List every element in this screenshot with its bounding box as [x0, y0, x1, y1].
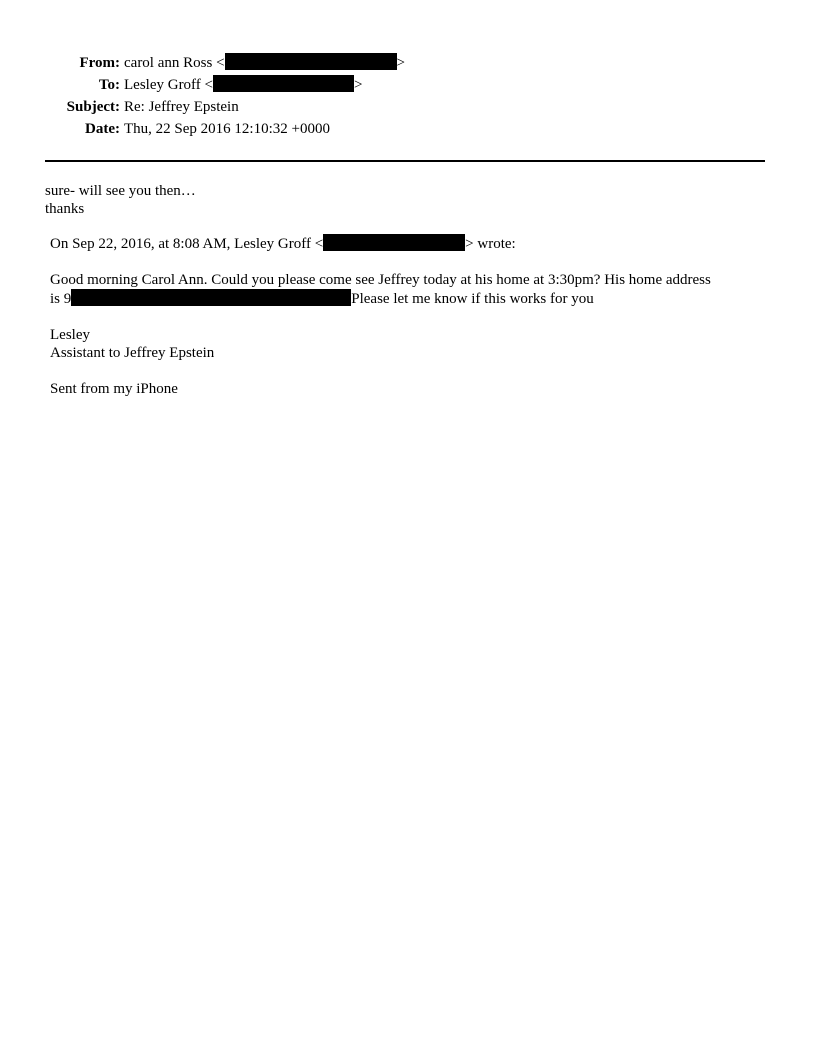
reply-body	[45, 182, 196, 218]
to-close: >	[354, 77, 363, 93]
subject-row	[0, 96, 816, 118]
quote-intro-text: On Sep 22, 2016, at 8:08 AM, Lesley Groff <	[50, 236, 324, 252]
quoted-message	[50, 234, 770, 398]
date-value: Thu, 22 Sep 2016 12:10:32 +0000	[124, 121, 330, 137]
subject-label: Subject:	[66, 99, 120, 115]
to-row	[0, 74, 816, 96]
signature-name: Lesley	[50, 327, 90, 343]
from-close: >	[396, 55, 405, 71]
reply-line: sure- will see you then…	[45, 183, 196, 199]
from-row	[0, 52, 816, 74]
quote-intro-wrote: > wrote:	[465, 236, 516, 252]
quote-body-text: Please let me know if this works for you	[351, 291, 594, 307]
email-header	[0, 52, 816, 140]
reply-line: thanks	[45, 201, 85, 217]
subject-value: Re: Jeffrey Epstein	[124, 99, 239, 115]
from-name: carol ann Ross <	[124, 55, 225, 71]
header-divider	[45, 160, 765, 162]
quote-intro	[50, 234, 770, 253]
date-row	[0, 118, 816, 140]
redaction-block	[71, 289, 351, 306]
quote-body-line	[50, 289, 770, 308]
date-label: Date:	[85, 121, 120, 137]
redaction-block	[225, 53, 397, 70]
to-value	[124, 74, 362, 96]
quote-body-text: is 9	[50, 291, 72, 307]
quote-body-line: Good morning Carol Ann. Could you please come see Jeffrey today at his home at 3:30pm? His home address	[50, 272, 711, 288]
redaction-block	[213, 75, 354, 92]
from-value	[124, 52, 405, 74]
to-name: Lesley Groff <	[124, 77, 213, 93]
from-label: From:	[79, 55, 120, 71]
signature-title: Assistant to Jeffrey Epstein	[50, 345, 215, 361]
to-label: To:	[98, 77, 120, 93]
sent-from: Sent from my iPhone	[50, 381, 178, 397]
redaction-block	[323, 234, 465, 251]
